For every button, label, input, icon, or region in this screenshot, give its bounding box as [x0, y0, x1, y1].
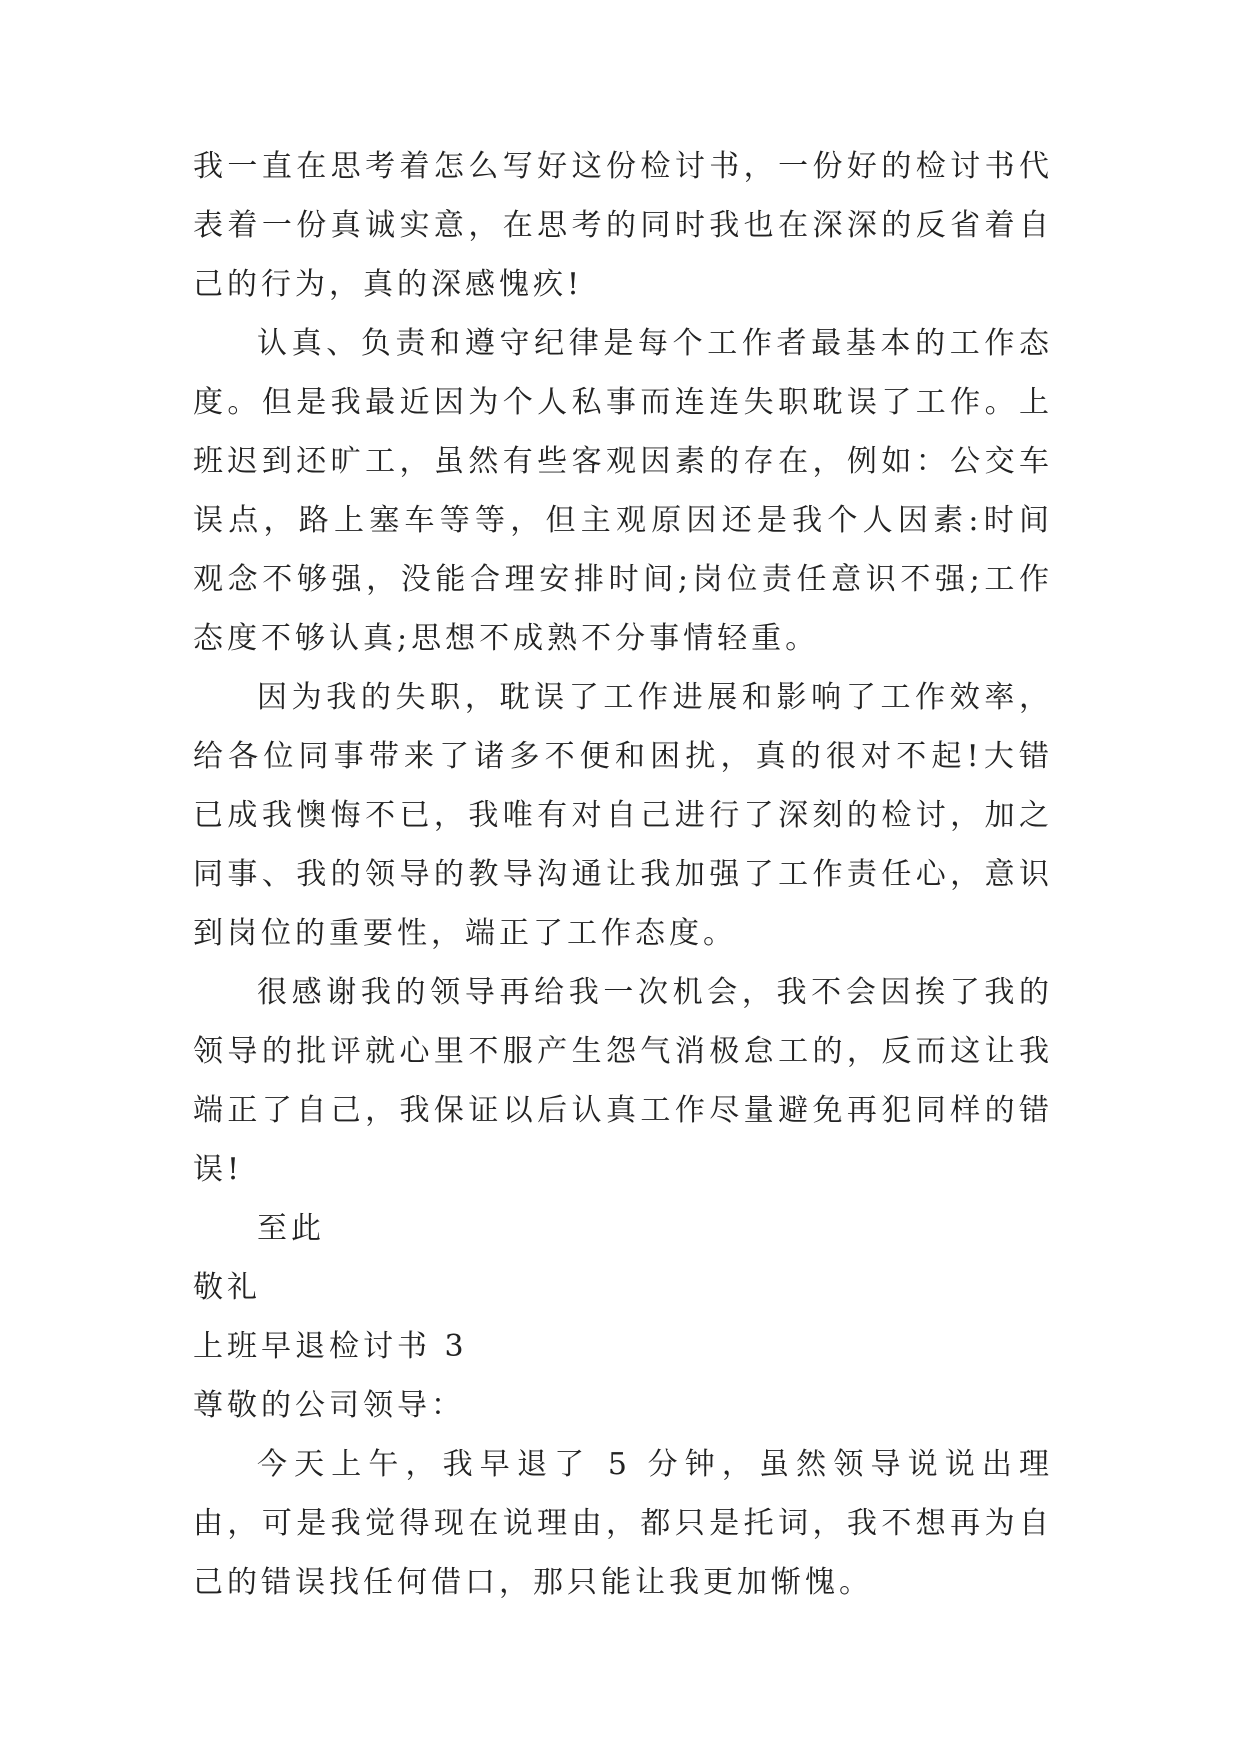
salutation-line: 敬礼 [193, 1270, 261, 1305]
paragraph-early-leave: 今天上午，我早退了 5 分钟，虽然领导说说出理由，可是我觉得现在说理由，都只是托词，我不想再为自己的错误找任何借口，那只能让我更加惭愧。 [193, 1447, 1053, 1600]
paragraph-reflection: 我一直在思考着怎么写好这份检讨书，一份好的检讨书代表着一份真诚实意，在思考的同时我也在深深的反省着自己的行为，真的深感愧疚! [193, 149, 1053, 302]
closing-line: 至此 [257, 1211, 325, 1246]
section-title: 上班早退检讨书 3 [193, 1329, 468, 1364]
paragraph-apology: 因为我的失职，耽误了工作进展和影响了工作效率，给各位同事带来了诸多不便和困扰，真的很对不起!大错已成我懊悔不已，我唯有对自己进行了深刻的检讨，加之同事、我的领导的教导沟通让我加强了工作责任心，意识到岗位的重要性，端正了工作态度。 [193, 680, 1053, 951]
document-body [193, 137, 1053, 1612]
paragraph-promise: 很感谢我的领导再给我一次机会，我不会因挨了我的领导的批评就心里不服产生怨气消极怠工的，反而这让我端正了自己，我保证以后认真工作尽量避免再犯同样的错误! [193, 975, 1053, 1187]
paragraph-work-attitude: 认真、负责和遵守纪律是每个工作者最基本的工作态度。但是我最近因为个人私事而连连失职耽误了工作。上班迟到还旷工，虽然有些客观因素的存在，例如：公交车误点，路上塞车等等，但主观原因还是我个人因素:时间观念不够强，没能合理安排时间;岗位责任意识不强;工作态度不够认真;思想不成熟不分事情轻重。 [193, 326, 1053, 656]
greeting-line: 尊敬的公司领导： [193, 1388, 465, 1423]
